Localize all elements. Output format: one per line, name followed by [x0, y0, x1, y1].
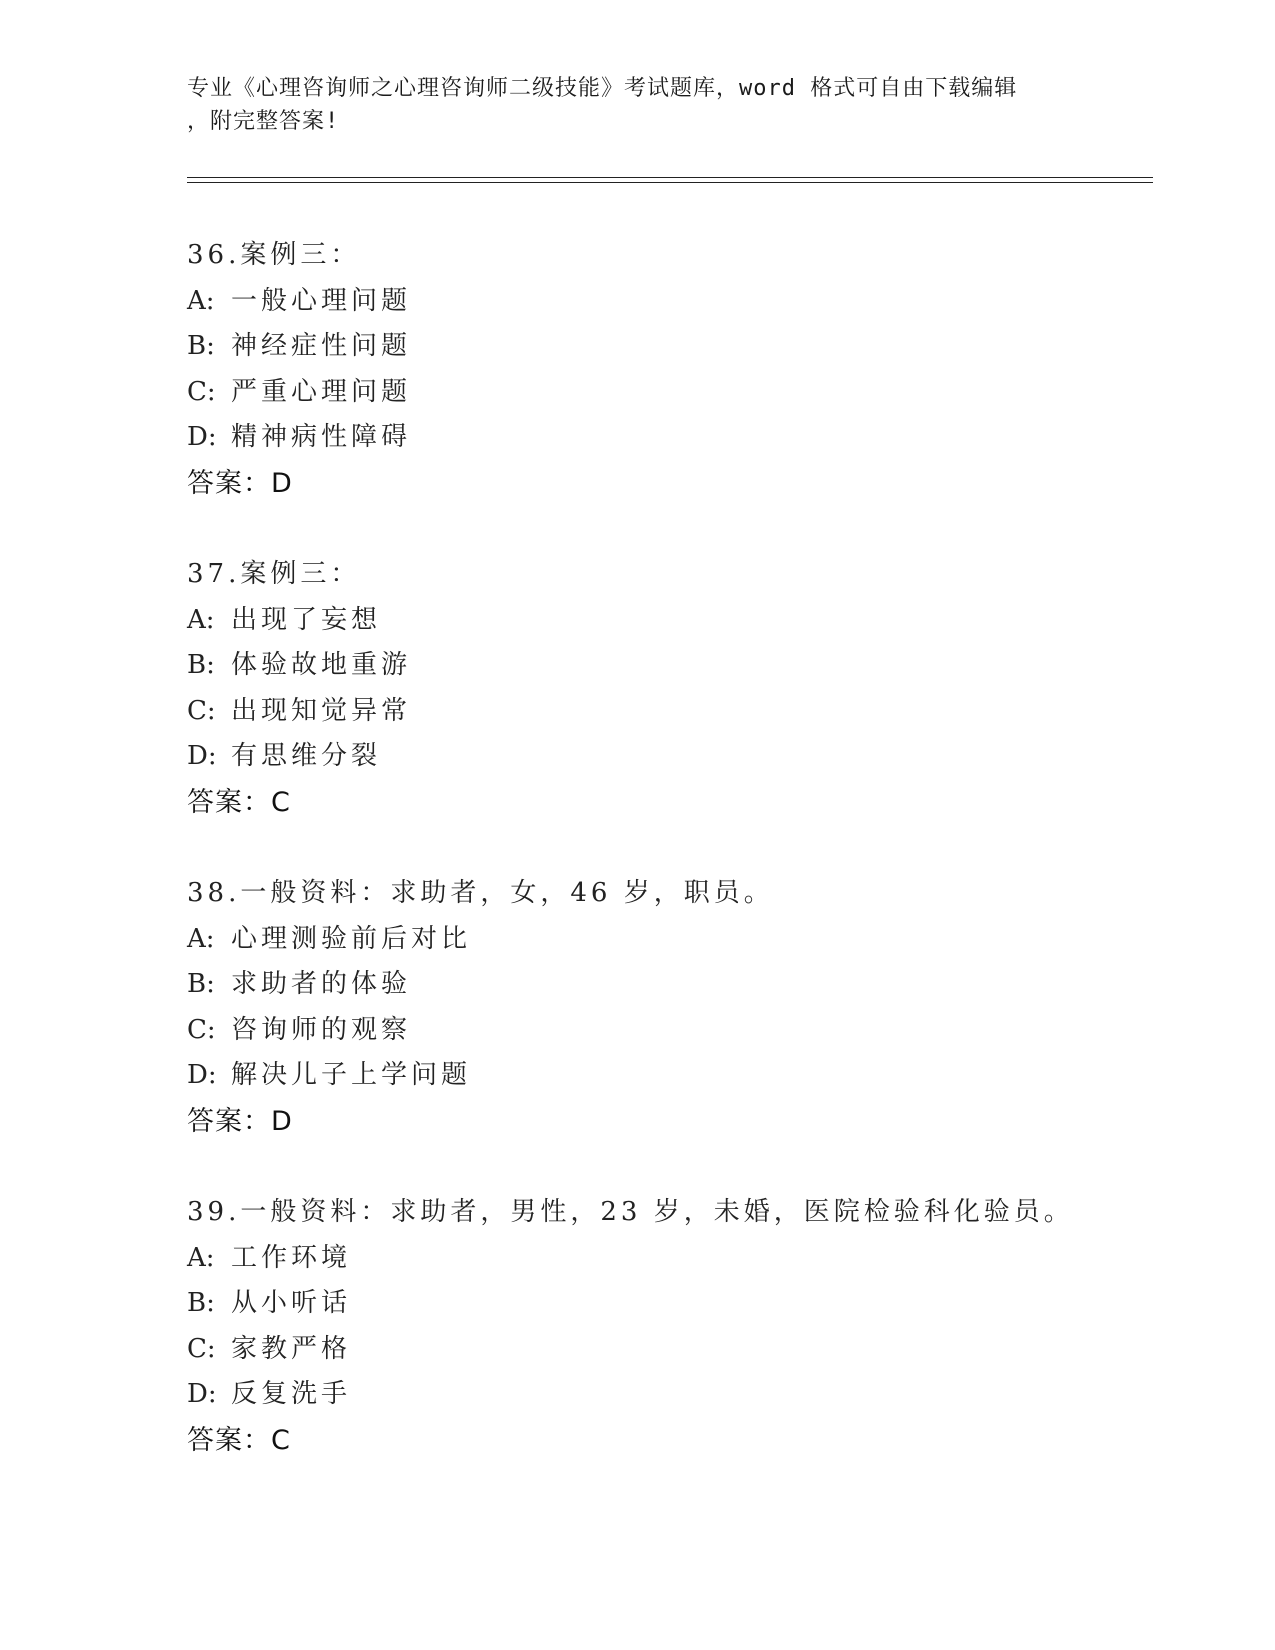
option-label: A: — [187, 285, 215, 316]
option-a — [187, 1236, 1147, 1282]
option-label: A: — [187, 923, 215, 954]
header-title-line-1: 专业《心理咨询师之心理咨询师二级技能》考试题库，word 格式可自由下载编辑 — [187, 76, 1018, 101]
option-a — [187, 279, 1147, 325]
document-header — [187, 72, 1087, 138]
header-divider-top — [187, 177, 1153, 178]
option-label: B: — [187, 650, 215, 680]
option-text: 咨询师的观察 — [231, 1014, 412, 1045]
option-label: C: — [187, 1014, 216, 1045]
answer-line: 答案：D — [187, 467, 293, 499]
option-b — [187, 962, 1147, 1008]
option-label: C: — [187, 695, 216, 726]
option-a — [187, 598, 1147, 644]
answer-line: 答案：C — [187, 786, 291, 818]
option-text: 一般心理问题 — [231, 285, 412, 316]
option-label: D: — [187, 422, 217, 452]
option-d — [187, 1372, 1147, 1418]
question-stem: 36.案例三： — [187, 240, 361, 270]
answer-line: 答案：D — [187, 1105, 293, 1137]
question-stem: 37.案例三： — [187, 559, 361, 589]
option-label: C: — [187, 376, 216, 407]
option-text: 家教严格 — [231, 1333, 352, 1364]
option-c — [187, 1008, 1147, 1054]
option-text: 从小听话 — [231, 1288, 352, 1318]
option-text: 心理测验前后对比 — [231, 923, 472, 954]
option-label: A: — [187, 1242, 215, 1273]
question-stem: 38.一般资料：求助者，女，46 岁，职员。 — [187, 878, 774, 908]
option-b — [187, 324, 1147, 370]
option-label: A: — [187, 604, 215, 635]
option-label: D: — [187, 741, 217, 771]
option-d — [187, 1053, 1147, 1099]
option-text: 有思维分裂 — [231, 741, 382, 771]
option-b — [187, 1281, 1147, 1327]
question-38 — [187, 871, 1147, 1144]
header-divider-bottom — [187, 182, 1153, 183]
option-label: D: — [187, 1379, 217, 1409]
question-list — [187, 233, 1147, 1509]
question-stem: 39.一般资料：求助者，男性，23 岁，未婚，医院检验科化验员。 — [187, 1197, 1074, 1227]
option-c — [187, 689, 1147, 735]
question-39 — [187, 1190, 1147, 1463]
option-text: 体验故地重游 — [231, 650, 412, 680]
option-text: 反复洗手 — [231, 1379, 352, 1409]
option-text: 出现了妄想 — [231, 604, 382, 635]
option-c — [187, 1327, 1147, 1373]
question-37 — [187, 552, 1147, 825]
option-label: C: — [187, 1333, 216, 1364]
option-text: 求助者的体验 — [231, 969, 412, 999]
answer-line: 答案：C — [187, 1424, 291, 1456]
option-c — [187, 370, 1147, 416]
option-b — [187, 643, 1147, 689]
option-a — [187, 917, 1147, 963]
option-text: 神经症性问题 — [231, 331, 412, 361]
option-text: 精神病性障碍 — [231, 422, 412, 452]
option-text: 出现知觉异常 — [231, 695, 412, 726]
option-label: D: — [187, 1060, 217, 1090]
option-text: 解决儿子上学问题 — [231, 1060, 472, 1090]
option-label: B: — [187, 331, 215, 361]
option-label: B: — [187, 969, 215, 999]
option-d — [187, 734, 1147, 780]
option-text: 严重心理问题 — [231, 376, 412, 407]
option-label: B: — [187, 1288, 215, 1318]
header-title-line-2: ，附完整答案! — [187, 109, 340, 134]
option-text: 工作环境 — [231, 1242, 352, 1273]
question-36 — [187, 233, 1147, 506]
option-d — [187, 415, 1147, 461]
